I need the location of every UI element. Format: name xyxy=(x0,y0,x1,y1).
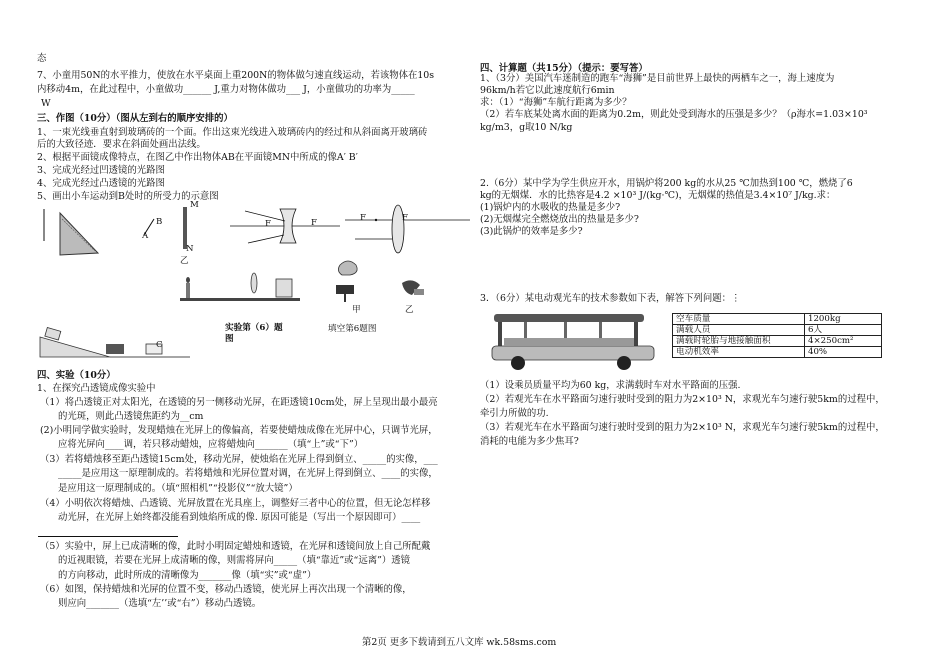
page-footer: 第2页 更多下载请到五八文库 wk.58sms.com xyxy=(362,637,557,648)
text-line: （1）将凸透镜正对太阳光，在透镜的另一侧移动光屏，在距透镜10cm处，屏上呈现出最小最亮 xyxy=(40,397,438,408)
text-line: 应将光屏向____调，若只移动蜡烛，应将蜡烛向_______（填“上”或“下”） xyxy=(58,439,364,450)
text-line: (2)无烟煤完全燃烧放出的热量是多少? xyxy=(480,214,639,225)
table-row xyxy=(673,325,882,336)
table-row xyxy=(673,314,882,325)
text-line: 1、一束光线垂直射到玻璃砖的一个面。作出这束光线进入玻璃砖内的经过和从斜面离开玻璃砖 xyxy=(37,127,428,138)
text-line: W xyxy=(41,98,51,109)
text-line: 的近视眼镜，若要在光屏上成清晰的像，则需将屏向_____（填“靠近”或“远离”）透镜 xyxy=(58,555,410,566)
table-cell-key: 空车质量 xyxy=(673,314,805,325)
text-line: 则应向_______（选填“左’’或“右”）移动凸透镜。 xyxy=(58,598,262,609)
text-line: (3)此锅炉的效率是多少? xyxy=(480,226,583,237)
table-cell-value: 40% xyxy=(805,347,882,358)
text-line: （3）若将蜡烛移至距凸透镜15cm处，移动光屏，使烛焰在光屏上得到倒立、_____的实像，___ xyxy=(40,454,438,465)
table-row xyxy=(673,347,882,358)
text-line: 1、（3分）美国汽车迷制造的跑车“海狮”是目前世界上最快的两栖车之一，海上速度为 xyxy=(480,73,835,84)
concave-lens-figure xyxy=(230,209,340,243)
table-cell-key: 电动机效率 xyxy=(673,347,805,358)
text-line: 96km/h若它以此速度航行6min xyxy=(480,85,615,96)
section-heading-calc: 四、计算题（共15分）（提示：要写答） xyxy=(480,63,648,74)
section-heading-drawing: 三、作图（10分）（图从左到右的顺序安排的） xyxy=(37,113,233,124)
text-line: 5、画出小车运动到B处时的所受力的示意图 xyxy=(37,191,219,202)
glass-prism-figure xyxy=(44,209,98,255)
figure-caption-fill: 填空第6题图 xyxy=(328,324,377,334)
text-line: 的光斑，则此凸透镜焦距约为__cm xyxy=(58,411,204,422)
incline-cart-figure xyxy=(40,328,190,357)
tour-car-image xyxy=(484,308,664,372)
text-line: (1)锅炉内的水吸收的热量是多少? xyxy=(480,202,621,213)
label-N: N xyxy=(186,244,194,254)
question-7: 7、小童用50N的水平推力，使放在水平桌面上重200N的物体做匀速直线运动，若该物体在10s xyxy=(37,70,435,81)
text-line: （2）若观光车在水平路面匀速行驶时受到的阻力为2×10³ N，求观光车匀速行驶5km的过程中， xyxy=(480,394,885,405)
label-B: B xyxy=(156,217,163,227)
section-heading-experiment: 四、实验（10分） xyxy=(37,370,116,381)
table-cell-value: 1200kg xyxy=(805,314,882,325)
figure-caption-experiment-2: 图 xyxy=(225,334,234,344)
label-yi: 乙 xyxy=(180,256,189,266)
table-cell-value: 4×250cm² xyxy=(805,336,882,347)
text-line: 3．（6分）某电动观光车的技术参数如下表，解答下列问题：⋮ xyxy=(480,293,741,304)
text-line: 动光屏，在光屏上始终都没能看到烛焰所成的像. 原因可能是（写出一个原因即可）____ xyxy=(58,512,421,523)
text-line: 2.（6分）某中学为学生供应开水，用锅炉将200 kg的水从25 ℃加热到100 ℃，燃烧了6 xyxy=(480,178,853,189)
figure-caption-experiment: 实验第（6）题 xyxy=(225,323,283,333)
spec-table xyxy=(672,313,882,358)
label-F2: F xyxy=(311,218,317,228)
text-line: （3）若观光车在水平路面匀速行驶时受到的阻力为2×10³ N，求观光车匀速行驶5km的过程中， xyxy=(480,422,885,433)
text-line: 1、在探究凸透镜成像实验中 xyxy=(37,383,156,394)
text-line: kg/m3，g取10 N/kg xyxy=(480,122,573,133)
table-cell-key: 满载人员 xyxy=(673,325,805,336)
text-line: 的方向移动，此时所成的清晰像为_______像（填“实”或“虚”） xyxy=(58,570,317,581)
label-C: C xyxy=(156,340,163,350)
label-A: A xyxy=(142,231,149,241)
text-line: （4）小明依次将蜡烛、凸透镜、光屏放置在光具座上，调整好三者中心的位置，但无论怎样移 xyxy=(40,498,431,509)
table-row xyxy=(673,336,882,347)
text-line: 牵引力所做的功. xyxy=(480,408,549,419)
popsicle-figures xyxy=(336,261,424,302)
answer-underline xyxy=(38,536,178,537)
text-line: 消耗的电能为多少焦耳? xyxy=(480,436,579,447)
text-line: (2)小明同学做实验时，发现蜡烛在光屏上的像偏高，若要使蜡烛成像在光屏中心，只调节光屏， xyxy=(40,425,438,436)
text-line: （1）设乘员质量平均为60 kg，求满载时车对水平路面的压强. xyxy=(480,380,741,391)
text-line: 态 xyxy=(37,53,47,64)
text-line: _____是应用这一原理制成的。若将蜡烛和光屏位置对调，在光屏上得到倒立、____的实像， xyxy=(58,468,438,479)
text-line: （2）若车底某处离水面的距离为0.2m，则此处受到海水的压强是多少？（ρ海水=1.03×10³ xyxy=(480,109,868,120)
text-line: kg的无烟煤．水的比热容是4.2 ×10³ J/(kg·℃)，无烟煤的热值是3.4×10⁷ J/kg.求： xyxy=(480,190,836,201)
text-line: 后的大致径迹．要求在斜面处画出法线。 xyxy=(37,139,206,150)
table-cell-key: 满载时轮胎与地接触面积 xyxy=(673,336,805,347)
optical-bench-figure xyxy=(180,273,300,301)
text-line: （5）实验中，屏上已成清晰的像，此时小明固定蜡烛和透镜，在光屏和透镜间放上自己所配戴 xyxy=(40,541,431,552)
label-F4: F xyxy=(402,213,408,223)
text-line: （6）如图，保持蜡烛和光屏的位置不变，移动凸透镜，使光屏上再次出现一个清晰的像， xyxy=(40,584,412,595)
text-line: 是应用这一原理制成的。（填“照相机”“投影仪”“放大镜”） xyxy=(58,483,298,494)
text-line: 求：（1）“海狮”车航行距离为多少？ xyxy=(480,97,632,108)
text-line: 2、根据平面镜成像特点，在图乙中作出物体AB在平面镜MN中所成的像A′ B′ xyxy=(37,152,358,163)
figures-area xyxy=(40,205,480,365)
label-jia: 甲 xyxy=(352,305,361,315)
label-M: M xyxy=(190,200,199,210)
text-line: 3、完成光经过凹透镜的光路图 xyxy=(37,165,165,176)
table-cell-value: 6人 xyxy=(805,325,882,336)
plane-mirror-figure xyxy=(144,207,187,249)
text-line: 4、完成光经过凸透镜的光路图 xyxy=(37,178,165,189)
label-F3: F xyxy=(360,213,366,223)
text-line: 内移动4m，在此过程中，小童做功______ J,重力对物体做功___ J，小童做功的功率为_____ xyxy=(37,84,415,95)
label-F1: F xyxy=(265,219,271,229)
label-yi2: 乙 xyxy=(405,305,414,315)
